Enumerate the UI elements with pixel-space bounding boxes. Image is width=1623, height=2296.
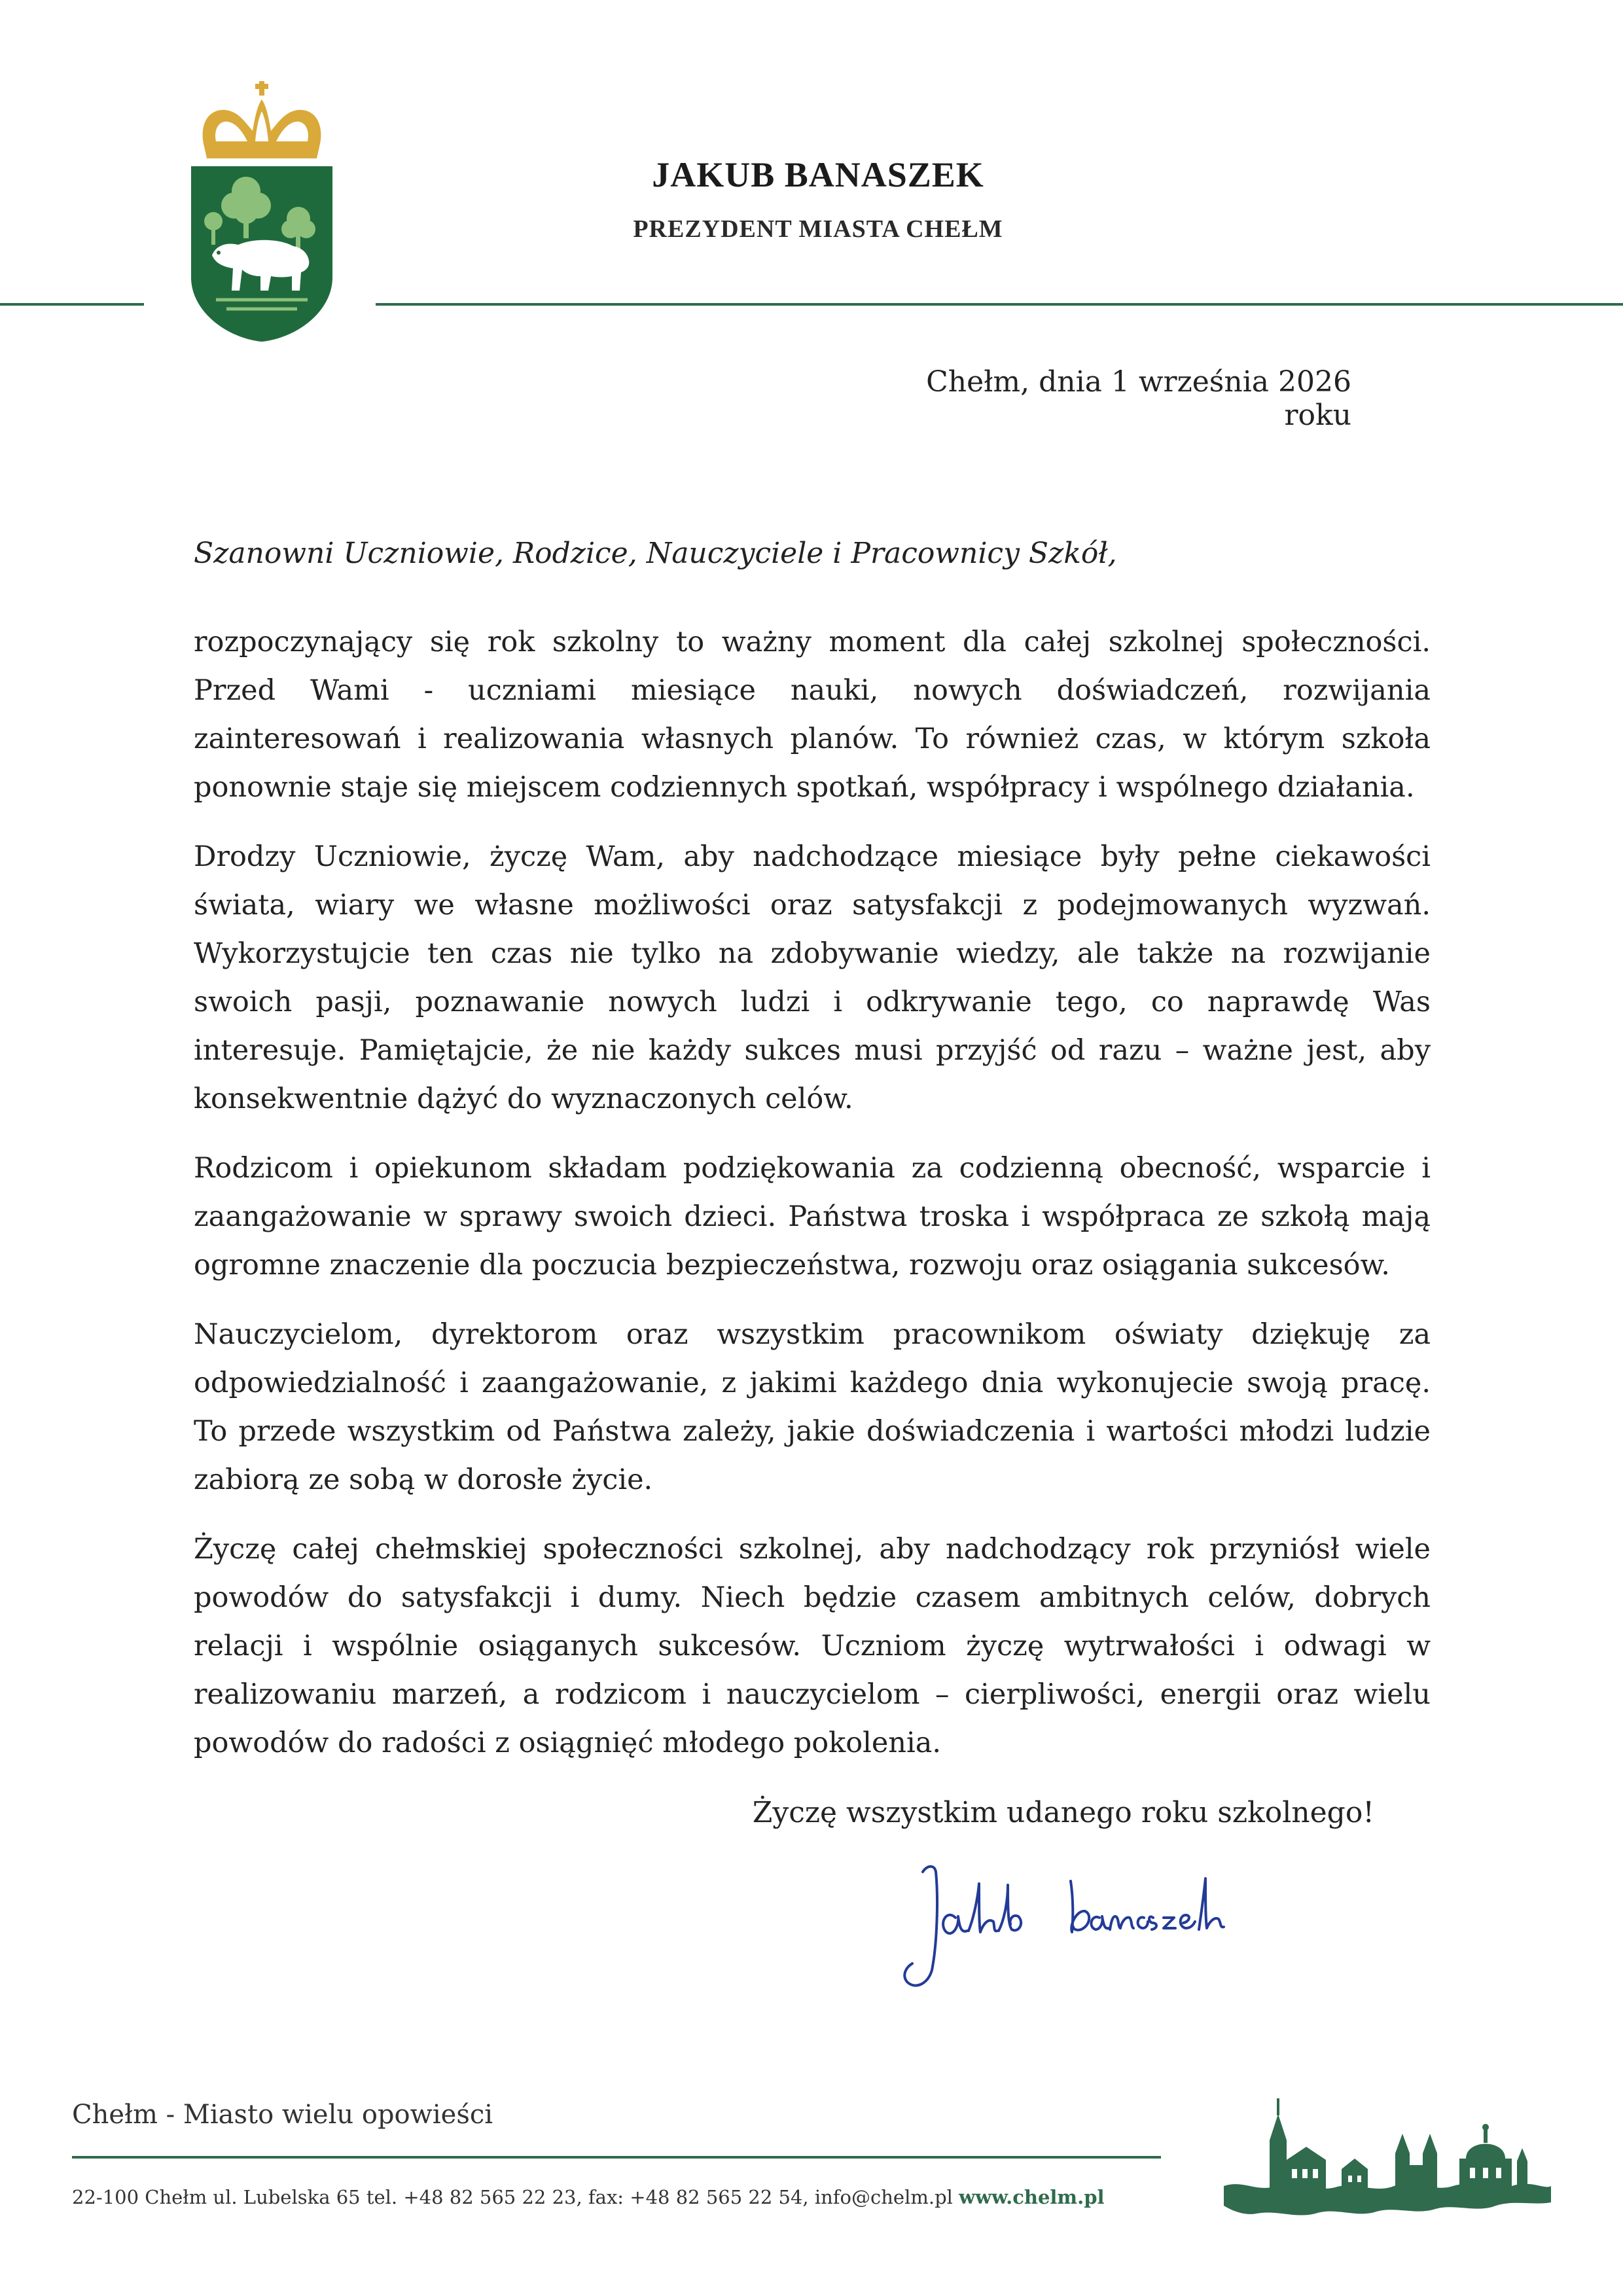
footer-rule bbox=[72, 2156, 1161, 2159]
letter-body bbox=[194, 618, 1431, 1788]
header-rule-left bbox=[0, 303, 144, 306]
body-paragraph: Życzę całej chełmskiej społeczności szkolnej, aby nadchodzący rok przyniósł wiele powodów do satysfakcji i dumy. Niech będzie czasem ambitnych celów, dobrych relacji i wspólnie osiąganych sukcesów. Uczniom życzę wytrwałości i odwagi w realizowaniu marzeń, a rodzicom i nauczycielom – cierpliwości, energii oraz wielu powodów do radości z osiągnięć młodego pokolenia. bbox=[194, 1533, 1431, 1759]
handwritten-signature-icon bbox=[883, 1846, 1237, 2003]
body-paragraph: Nauczycielom, dyrektorom oraz wszystkim pracownikom oświaty dziękuję za odpowiedzialność i zaangażowanie, z jakimi każdego dnia wykonujecie swoją pracę. To przede wszystkim od Państwa zależy, jakie doświadczenia i wartości młodzi ludzie zabiorą ze sobą w dorosłe życie. bbox=[194, 1318, 1431, 1496]
body-paragraph: Rodzicom i opiekunom składam podziękowania za codzienną obecność, wsparcie i zaangażowanie w sprawy swoich dzieci. Państwa troska i współpraca ze szkołą mają ogromne znaczenie dla poczucia bezpieczeństwa, rozwoju oraz osiągania sukcesów. bbox=[194, 1152, 1431, 1282]
chelm-coat-of-arms-icon bbox=[187, 81, 336, 343]
body-paragraph: rozpoczynający się rok szkolny to ważny moment dla całej szkolnej społeczności. Przed Wami - uczniami miesiące nauki, nowych doświadczeń, rozwijania zainteresowań i realizowania własnych planów. To również czas, w którym szkoła ponownie staje się miejscem codziennych spotkań, współpracy i wspólnego działania. bbox=[194, 626, 1431, 804]
letter-date: Chełm, dnia 1 września 2026 roku bbox=[926, 365, 1351, 432]
footer-tagline: Chełm - Miasto wielu opowieści bbox=[72, 2100, 493, 2130]
letter-closing: Życzę wszystkim udanego roku szkolnego! bbox=[752, 1796, 1374, 1829]
letter-salutation: Szanowni Uczniowie, Rodzice, Nauczyciele i Pracownicy Szkół, bbox=[194, 537, 1117, 570]
body-paragraph: Drodzy Uczniowie, życzę Wam, aby nadchodzące miesiące były pełne ciekawości świata, wiary we własne możliwości oraz satysfakcji z podejmowanych wyzwań. Wykorzystujcie ten czas nie tylko na zdobywanie wiedzy, ale także na rozwijanie swoich pasji, poznawanie nowych ludzi i odkrywanie tego, co naprawdę Was interesuje. Pamiętajcie, że nie każdy sukces musi przyjść od razu – ważne jest, aby konsekwentnie dążyć do wyznaczonych celów. bbox=[194, 840, 1431, 1115]
footer-address: 22-100 Chełm ul. Lubelska 65 tel. +48 82 565 22 23, fax: +48 82 565 22 54, info@chelm.pl bbox=[72, 2186, 953, 2208]
sender-role: PREZYDENT MIASTA CHEŁM bbox=[633, 215, 1003, 243]
header-rule-right bbox=[376, 303, 1623, 306]
sender-name: JAKUB BANASZEK bbox=[652, 155, 984, 194]
footer-website-link[interactable]: www.chelm.pl bbox=[959, 2186, 1105, 2208]
chelm-skyline-icon bbox=[1224, 2088, 1551, 2238]
footer-contact bbox=[72, 2186, 1105, 2208]
